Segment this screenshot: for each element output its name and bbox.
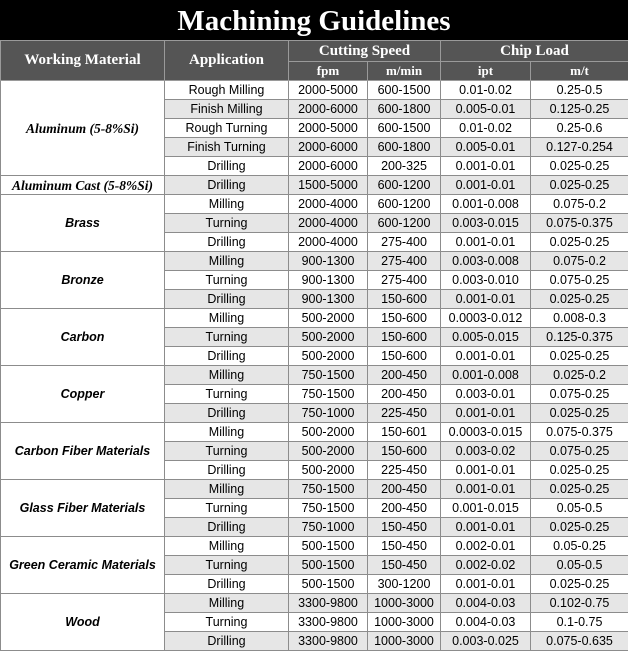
mt-cell: 0.1-0.75 [531, 613, 628, 632]
ipt-cell: 0.001-0.01 [441, 518, 531, 537]
table-row [1, 195, 628, 214]
ipt-cell: 0.003-0.02 [441, 442, 531, 461]
m-min-cell: 1000-3000 [368, 613, 441, 632]
header-working-material: Working Material [1, 41, 165, 81]
fpm-cell: 750-1500 [289, 499, 368, 518]
ipt-cell: 0.004-0.03 [441, 613, 531, 632]
mt-cell: 0.025-0.25 [531, 176, 628, 195]
m-min-cell: 150-600 [368, 442, 441, 461]
material-name-cell: Copper [1, 366, 165, 423]
mt-cell: 0.025-0.25 [531, 461, 628, 480]
application-cell: Turning [165, 385, 289, 404]
mt-cell: 0.127-0.254 [531, 138, 628, 157]
mt-cell: 0.05-0.25 [531, 537, 628, 556]
m-min-cell: 600-1500 [368, 81, 441, 100]
ipt-cell: 0.01-0.02 [441, 119, 531, 138]
header-fpm: fpm [289, 62, 368, 81]
m-min-cell: 200-450 [368, 499, 441, 518]
ipt-cell: 0.001-0.01 [441, 575, 531, 594]
application-cell: Milling [165, 594, 289, 613]
fpm-cell: 500-1500 [289, 537, 368, 556]
mt-cell: 0.25-0.6 [531, 119, 628, 138]
header-cutting-speed: Cutting Speed [289, 41, 441, 62]
table-body [1, 81, 628, 651]
mt-cell: 0.025-0.2 [531, 366, 628, 385]
application-cell: Drilling [165, 404, 289, 423]
material-name-cell: Aluminum (5-8%Si) [1, 81, 165, 176]
fpm-cell: 3300-9800 [289, 594, 368, 613]
ipt-cell: 0.001-0.01 [441, 347, 531, 366]
ipt-cell: 0.005-0.01 [441, 100, 531, 119]
mt-cell: 0.05-0.5 [531, 556, 628, 575]
application-cell: Finish Turning [165, 138, 289, 157]
application-cell: Milling [165, 537, 289, 556]
header-chip-load: Chip Load [441, 41, 628, 62]
material-name-cell: Glass Fiber Materials [1, 480, 165, 537]
mt-cell: 0.075-0.25 [531, 385, 628, 404]
mt-cell: 0.125-0.375 [531, 328, 628, 347]
table-row [1, 594, 628, 613]
m-min-cell: 225-450 [368, 461, 441, 480]
ipt-cell: 0.001-0.01 [441, 157, 531, 176]
application-cell: Milling [165, 195, 289, 214]
mt-cell: 0.025-0.25 [531, 575, 628, 594]
application-cell: Drilling [165, 461, 289, 480]
application-cell: Turning [165, 499, 289, 518]
m-min-cell: 600-1500 [368, 119, 441, 138]
ipt-cell: 0.001-0.008 [441, 366, 531, 385]
fpm-cell: 500-2000 [289, 347, 368, 366]
m-min-cell: 150-601 [368, 423, 441, 442]
m-min-cell: 275-400 [368, 233, 441, 252]
material-name-cell: Carbon [1, 309, 165, 366]
m-min-cell: 150-450 [368, 518, 441, 537]
table-row [1, 81, 628, 100]
material-name-cell: Wood [1, 594, 165, 651]
ipt-cell: 0.004-0.03 [441, 594, 531, 613]
fpm-cell: 3300-9800 [289, 613, 368, 632]
application-cell: Drilling [165, 518, 289, 537]
ipt-cell: 0.005-0.01 [441, 138, 531, 157]
fpm-cell: 2000-4000 [289, 214, 368, 233]
application-cell: Turning [165, 556, 289, 575]
material-name-cell: Bronze [1, 252, 165, 309]
application-cell: Drilling [165, 176, 289, 195]
mt-cell: 0.025-0.25 [531, 347, 628, 366]
fpm-cell: 2000-6000 [289, 138, 368, 157]
fpm-cell: 900-1300 [289, 290, 368, 309]
application-cell: Milling [165, 480, 289, 499]
fpm-cell: 500-1500 [289, 575, 368, 594]
application-cell: Milling [165, 252, 289, 271]
m-min-cell: 200-325 [368, 157, 441, 176]
material-name-cell: Carbon Fiber Materials [1, 423, 165, 480]
ipt-cell: 0.003-0.010 [441, 271, 531, 290]
mt-cell: 0.125-0.25 [531, 100, 628, 119]
mt-cell: 0.075-0.375 [531, 423, 628, 442]
application-cell: Drilling [165, 632, 289, 651]
mt-cell: 0.075-0.2 [531, 195, 628, 214]
m-min-cell: 200-450 [368, 385, 441, 404]
fpm-cell: 500-2000 [289, 309, 368, 328]
fpm-cell: 900-1300 [289, 252, 368, 271]
fpm-cell: 500-2000 [289, 423, 368, 442]
ipt-cell: 0.003-0.008 [441, 252, 531, 271]
m-min-cell: 150-600 [368, 290, 441, 309]
ipt-cell: 0.003-0.015 [441, 214, 531, 233]
m-min-cell: 150-600 [368, 309, 441, 328]
ipt-cell: 0.001-0.01 [441, 290, 531, 309]
mt-cell: 0.25-0.5 [531, 81, 628, 100]
mt-cell: 0.025-0.25 [531, 404, 628, 423]
table-row [1, 176, 628, 195]
m-min-cell: 150-450 [368, 537, 441, 556]
application-cell: Milling [165, 366, 289, 385]
table-row [1, 423, 628, 442]
application-cell: Drilling [165, 157, 289, 176]
fpm-cell: 2000-5000 [289, 81, 368, 100]
m-min-cell: 275-400 [368, 252, 441, 271]
fpm-cell: 750-1000 [289, 404, 368, 423]
m-min-cell: 600-1800 [368, 100, 441, 119]
fpm-cell: 2000-4000 [289, 233, 368, 252]
table-row [1, 366, 628, 385]
ipt-cell: 0.001-0.008 [441, 195, 531, 214]
ipt-cell: 0.0003-0.012 [441, 309, 531, 328]
fpm-cell: 500-2000 [289, 461, 368, 480]
mt-cell: 0.075-0.2 [531, 252, 628, 271]
page-title: Machining Guidelines [0, 0, 628, 40]
material-name-cell: Green Ceramic Materials [1, 537, 165, 594]
fpm-cell: 500-2000 [289, 328, 368, 347]
mt-cell: 0.025-0.25 [531, 518, 628, 537]
fpm-cell: 750-1500 [289, 385, 368, 404]
application-cell: Turning [165, 328, 289, 347]
table-row [1, 480, 628, 499]
header-ipt: ipt [441, 62, 531, 81]
material-name-cell: Brass [1, 195, 165, 252]
mt-cell: 0.025-0.25 [531, 157, 628, 176]
m-min-cell: 200-450 [368, 366, 441, 385]
ipt-cell: 0.001-0.01 [441, 461, 531, 480]
m-min-cell: 150-600 [368, 347, 441, 366]
application-cell: Turning [165, 214, 289, 233]
fpm-cell: 750-1500 [289, 366, 368, 385]
table-row [1, 537, 628, 556]
application-cell: Rough Milling [165, 81, 289, 100]
m-min-cell: 200-450 [368, 480, 441, 499]
mt-cell: 0.102-0.75 [531, 594, 628, 613]
ipt-cell: 0.001-0.01 [441, 480, 531, 499]
application-cell: Milling [165, 423, 289, 442]
ipt-cell: 0.0003-0.015 [441, 423, 531, 442]
header-m-min: m/min [368, 62, 441, 81]
m-min-cell: 150-450 [368, 556, 441, 575]
m-min-cell: 600-1200 [368, 214, 441, 233]
mt-cell: 0.025-0.25 [531, 290, 628, 309]
header-mt: m/t [531, 62, 628, 81]
mt-cell: 0.075-0.25 [531, 271, 628, 290]
fpm-cell: 750-1000 [289, 518, 368, 537]
ipt-cell: 0.002-0.02 [441, 556, 531, 575]
m-min-cell: 600-1200 [368, 195, 441, 214]
fpm-cell: 900-1300 [289, 271, 368, 290]
mt-cell: 0.025-0.25 [531, 480, 628, 499]
application-cell: Drilling [165, 347, 289, 366]
ipt-cell: 0.01-0.02 [441, 81, 531, 100]
table-header [1, 41, 628, 81]
fpm-cell: 2000-5000 [289, 119, 368, 138]
m-min-cell: 1000-3000 [368, 632, 441, 651]
application-cell: Drilling [165, 233, 289, 252]
mt-cell: 0.075-0.25 [531, 442, 628, 461]
mt-cell: 0.075-0.635 [531, 632, 628, 651]
m-min-cell: 225-450 [368, 404, 441, 423]
ipt-cell: 0.001-0.01 [441, 176, 531, 195]
fpm-cell: 3300-9800 [289, 632, 368, 651]
ipt-cell: 0.001-0.015 [441, 499, 531, 518]
m-min-cell: 300-1200 [368, 575, 441, 594]
fpm-cell: 500-2000 [289, 442, 368, 461]
application-cell: Drilling [165, 575, 289, 594]
table-row [1, 252, 628, 271]
ipt-cell: 0.005-0.015 [441, 328, 531, 347]
header-application: Application [165, 41, 289, 81]
fpm-cell: 2000-6000 [289, 100, 368, 119]
material-name-cell: Aluminum Cast (5-8%Si) [1, 176, 165, 195]
mt-cell: 0.025-0.25 [531, 233, 628, 252]
application-cell: Drilling [165, 290, 289, 309]
fpm-cell: 1500-5000 [289, 176, 368, 195]
m-min-cell: 600-1200 [368, 176, 441, 195]
m-min-cell: 275-400 [368, 271, 441, 290]
guidelines-table [0, 40, 628, 651]
application-cell: Finish Milling [165, 100, 289, 119]
fpm-cell: 500-1500 [289, 556, 368, 575]
fpm-cell: 750-1500 [289, 480, 368, 499]
table-row [1, 309, 628, 328]
mt-cell: 0.008-0.3 [531, 309, 628, 328]
ipt-cell: 0.001-0.01 [441, 404, 531, 423]
ipt-cell: 0.003-0.025 [441, 632, 531, 651]
m-min-cell: 1000-3000 [368, 594, 441, 613]
ipt-cell: 0.003-0.01 [441, 385, 531, 404]
m-min-cell: 150-600 [368, 328, 441, 347]
mt-cell: 0.05-0.5 [531, 499, 628, 518]
fpm-cell: 2000-6000 [289, 157, 368, 176]
application-cell: Turning [165, 442, 289, 461]
mt-cell: 0.075-0.375 [531, 214, 628, 233]
application-cell: Turning [165, 613, 289, 632]
ipt-cell: 0.002-0.01 [441, 537, 531, 556]
fpm-cell: 2000-4000 [289, 195, 368, 214]
application-cell: Rough Turning [165, 119, 289, 138]
m-min-cell: 600-1800 [368, 138, 441, 157]
ipt-cell: 0.001-0.01 [441, 233, 531, 252]
application-cell: Turning [165, 271, 289, 290]
application-cell: Milling [165, 309, 289, 328]
